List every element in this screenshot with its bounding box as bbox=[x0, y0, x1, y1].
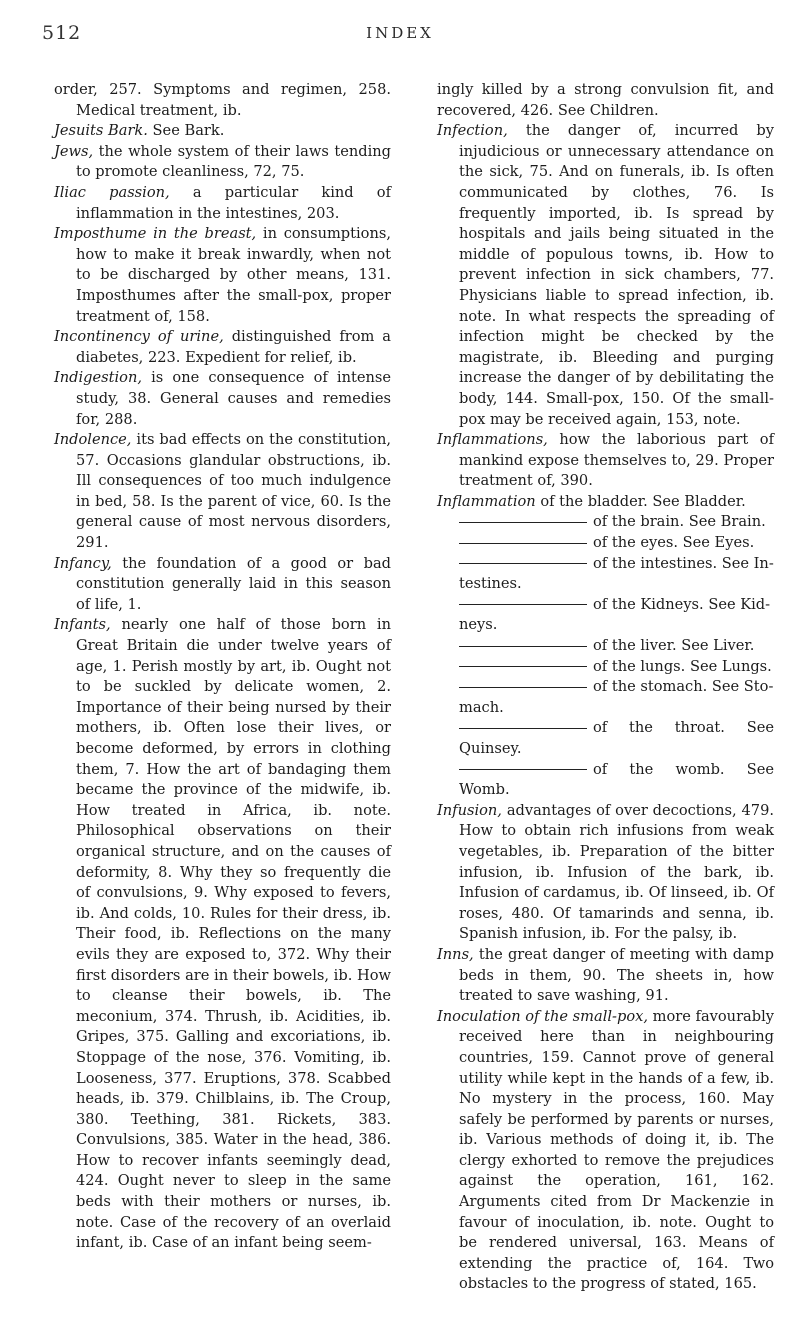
index-entry: Infusion, advantages of over decoctions, 479. How to obtain rich infusions from weak vegetables, ib. Preparation of the bitter infusion, ib. Infusion of the bark, ib. Infusion of cardamus, ib. Of linseed, ib. Of roses, 480. Of tamarinds and senna, ib. Spanish infusion, ib. For the palsy, ib. bbox=[437, 801, 774, 943]
index-entry: Infants, nearly one half of those born in Great Britain die under twelve years of age, 1. Perish mostly by art, ib. Ought not to be suckled by delicate women, 2. Importance of their being nursed by their mothers, ib. Often lose their lives, or become deformed, by errors in clothing them, 7. How the art of bandaging them became the province of the midwife, ib. How treated in Africa, ib. note. Philosophical observations on their organical structure, and on the causes of deformity, 8. Why they so frequently die of convulsions, 9. Why exposed to fevers, ib. And colds, 10. Rules for their dress, ib. Their food, ib. Reflections on the many evils they are exposed to, 372. Why their first disorders are in their bowels, ib. How to cleanse their bowels, ib. The meconium, 374. Thrush, ib. Acidities, ib. Gripes, 375. Galling and excoriations, ib. Stoppage of the nose, 376. Vomiting, ib. Looseness, 377. Eruptions, 378. Scabbed heads, ib. 379. Chilblains, ib. The Croup, 380. Teething, 381. Rickets, 383. Convulsions, 385. Water in the head, 386. How to recover infants seemingly dead, 424. Ought never to sleep in the same beds with their mothers or nurses, ib. note. Case of the recovery of an overlaid infant, ib. Case of an infant being seem- bbox=[54, 616, 391, 1252]
index-subentry: of the brain. See Brain. bbox=[459, 512, 774, 533]
subentry-continuation: testines. bbox=[459, 575, 522, 593]
ditto-rule bbox=[459, 604, 587, 605]
ditto-rule bbox=[459, 563, 587, 564]
index-entry: Iliac passion, a particular kind of inflammation in the intestines, 203. bbox=[54, 183, 391, 222]
index-entry: Imposthume in the breast, in consumptions, how to make it break inwardly, when not to be discharged by other means, 131. Imposthumes after the small-pox, proper treatment of, 158. bbox=[54, 225, 391, 325]
index-subentry: of the intestines. See In- testines. bbox=[459, 554, 774, 595]
subentry-continuation: mach. bbox=[459, 698, 504, 716]
index-entry: Indolence, its bad effects on the constitution, 57. Occasions glandular obstructions, ib. Ill consequences of too much indulgence in bed, 58. Is the parent of vice, 60. Is the general cause of most nervous disorders, 291. bbox=[54, 431, 391, 552]
ditto-rule bbox=[459, 522, 587, 523]
index-subentry: of the womb. See Womb. bbox=[459, 760, 774, 799]
ditto-rule bbox=[459, 728, 587, 729]
left-column bbox=[54, 80, 391, 1254]
index-entry: Indigestion, is one consequence of intense study, 38. General causes and remedies for, 288. bbox=[54, 369, 391, 428]
subentry-continuation: neys. bbox=[459, 616, 498, 634]
index-entry: Inoculation of the small-pox, more favourably received here than in neighbouring countries, 159. Cannot prove of general utility while kept in the hands of a few, ib. No mystery in the process, 160. May safely be performed by parents or nurses, ib. Various methods of doing it, ib. The clergy exhorted to remove the prejudices against the operation, 161, 162. Arguments cited from Dr Mackenzie in favour of inoculation, ib. note. Ought to be rendered universal, 163. Means of extending the practice of, 164. Two obstacles to the progress of stated, 165. bbox=[437, 1007, 775, 1293]
ditto-rule bbox=[459, 666, 587, 667]
right-column bbox=[437, 80, 774, 1295]
index-entry: Infection, the danger of, incurred by injudicious or unnecessary attendance on the sick, 75. And on funerals, ib. Is often communicated by clothes, 76. Is frequently imported, ib. Is spread by hospitals and jails being situated in the middle of populous towns, ib. How to prevent infection in sick chambers, 77. Physicians liable to spread infection, ib. note. In what respects the spreading of infection might be checked by the magistrate, ib. Bleeding and purging increase the danger of by debilitating the body, 144. Small-pox, 150. Of the small-pox may be received again, 153, note. bbox=[437, 122, 774, 428]
index-entry-continuation: ingly killed by a strong convulsion fit, and recovered, 426. See Children. bbox=[437, 81, 774, 119]
index-subentry: of the stomach. See Sto- mach. bbox=[459, 677, 774, 718]
ditto-rule bbox=[459, 646, 587, 647]
page-number: 512 bbox=[42, 22, 82, 44]
ditto-rule bbox=[459, 687, 587, 688]
index-subentry: of the liver. See Liver. bbox=[459, 636, 774, 657]
index-entry: Inns, the great danger of meeting with damp beds in them, 90. The sheets in, how treated to save washing, 91. bbox=[437, 945, 774, 1005]
index-subentry: of the eyes. See Eyes. bbox=[459, 533, 774, 554]
index-entry: Inflammations, how the laborious part of mankind expose themselves to, 29. Proper treatment of, 390. bbox=[437, 431, 774, 490]
running-head: INDEX bbox=[366, 24, 434, 42]
index-subentry: of the throat. See Quinsey. bbox=[459, 719, 774, 757]
index-subentry: of the Kidneys. See Kid- neys. bbox=[459, 595, 774, 636]
ditto-rule bbox=[459, 769, 587, 770]
index-entry: Infancy, the foundation of a good or bad constitution generally laid in this season of life, 1. bbox=[54, 554, 391, 613]
index-subentry: of the lungs. See Lungs. bbox=[459, 657, 774, 678]
index-entry: Jesuits Bark. See Bark. bbox=[54, 122, 225, 140]
index-entry: Jews, the whole system of their laws tending to promote cleanliness, 72, 75. bbox=[54, 142, 391, 181]
index-entry: Inflammation of the bladder. See Bladder. bbox=[437, 492, 746, 510]
index-entry: order, 257. Symptoms and regimen, 258. Medical treatment, ib. bbox=[54, 81, 391, 119]
ditto-rule bbox=[459, 543, 587, 544]
index-entry: Incontinency of urine, distinguished from a diabetes, 223. Expedient for relief, ib. bbox=[54, 328, 392, 366]
page-header bbox=[42, 22, 758, 52]
